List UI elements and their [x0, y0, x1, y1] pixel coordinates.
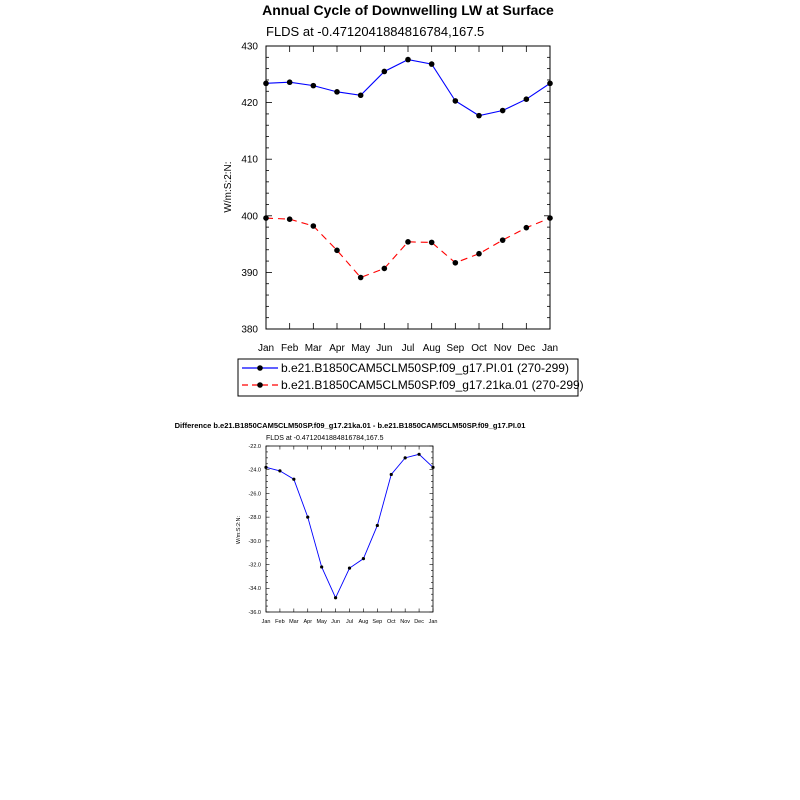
y-tick-label: -30.0: [248, 538, 261, 545]
legend-label-series-2: b.e21.B1850CAM5CLM50SP.f09_g17.21ka.01 (270-299): [281, 378, 584, 392]
y-tick-label: -24.0: [248, 467, 261, 474]
y-tick-label: -22.0: [248, 443, 261, 450]
series-line-2: [266, 218, 550, 277]
x-tick-label: Jun: [376, 343, 393, 354]
x-tick-label: May: [316, 619, 327, 625]
x-tick-label: Jan: [541, 343, 559, 354]
y-tick-label: 400: [241, 211, 258, 223]
series-line-1: [266, 60, 550, 116]
chart2-ylabel: W/m:S:2:N:: [236, 515, 242, 545]
series-2-point: [311, 223, 317, 229]
x-tick-label: Mar: [289, 619, 299, 625]
x-tick-label: Feb: [275, 619, 285, 625]
series-2-point: [334, 248, 340, 254]
legend-marker-series-1: [257, 365, 263, 371]
y-tick-label: -28.0: [248, 515, 261, 522]
series-1-point: [292, 478, 295, 481]
y-tick-label: 390: [241, 267, 258, 279]
series-2-point: [500, 237, 506, 243]
series-1-point: [287, 79, 293, 85]
series-1-point: [405, 57, 411, 63]
series-2-point: [476, 251, 482, 257]
x-tick-label: Feb: [281, 343, 299, 354]
series-1-point: [264, 466, 267, 469]
series-1-point: [334, 596, 337, 599]
x-tick-label: Jan: [261, 619, 271, 625]
x-tick-label: Jul: [401, 343, 415, 354]
y-tick-label: 430: [241, 41, 258, 53]
y-tick-label: 420: [241, 98, 258, 110]
series-1-point: [306, 516, 309, 519]
x-tick-label: Apr: [303, 619, 313, 625]
y-tick-label: 410: [241, 154, 258, 166]
series-2-point: [287, 216, 293, 222]
series-2-point: [358, 275, 364, 281]
series-1-point: [348, 567, 351, 570]
chart1-title: Annual Cycle of Downwelling LW at Surface: [262, 2, 554, 18]
x-tick-label: May: [351, 343, 371, 354]
x-tick-label: Oct: [471, 343, 487, 354]
series-1-point: [404, 456, 407, 459]
series-1-point: [476, 113, 482, 119]
legend-label-series-1: b.e21.B1850CAM5CLM50SP.f09_g17.PI.01 (270-299): [281, 361, 569, 375]
series-1-point: [429, 61, 435, 67]
x-tick-label: Apr: [329, 343, 345, 354]
y-tick-label: 380: [241, 324, 258, 336]
series-1-point: [376, 524, 379, 527]
series-1-point: [382, 69, 388, 75]
y-tick-label: -34.0: [248, 586, 261, 593]
y-tick-label: -32.0: [248, 562, 261, 569]
x-tick-label: Mar: [304, 343, 322, 354]
series-1-point: [547, 81, 553, 87]
x-tick-label: Aug: [358, 619, 369, 625]
series-1-point: [362, 557, 365, 560]
series-1-point: [320, 565, 323, 568]
x-tick-label: Jul: [345, 619, 354, 625]
x-tick-label: Oct: [386, 619, 396, 625]
series-1-point: [453, 98, 459, 104]
x-tick-label: Nov: [493, 343, 512, 354]
series-1-point: [278, 469, 281, 472]
plot-frame: [266, 46, 550, 329]
series-1-point: [500, 108, 506, 114]
series-1-point: [524, 96, 530, 102]
chart1-ylabel: W/m:S:2:N:: [223, 161, 234, 213]
series-line-1: [266, 454, 433, 597]
y-tick-label: -26.0: [248, 491, 261, 498]
series-1-point: [311, 83, 317, 89]
chart2-title: Difference b.e21.B1850CAM5CLM50SP.f09_g17.21ka.01 - b.e21.B1850CAM5CLM50SP.f09_g17.PI.01: [174, 421, 526, 430]
chart2-subtitle: FLDS at -0.4712041884816784,167.5: [266, 435, 384, 442]
series-2-point: [263, 215, 269, 221]
x-tick-label: Aug: [422, 343, 441, 354]
x-tick-label: Jun: [331, 619, 341, 625]
chart1-plot: [241, 42, 558, 355]
series-2-point: [382, 266, 388, 272]
plot-frame: [266, 446, 433, 612]
series-1-point: [431, 466, 434, 469]
series-2-point: [453, 260, 459, 266]
x-tick-label: Jan: [257, 343, 275, 354]
series-2-point: [547, 215, 553, 221]
x-tick-label: Nov: [400, 619, 411, 625]
series-2-point: [524, 225, 530, 231]
x-tick-label: Dec: [517, 343, 536, 354]
chart1-subtitle: FLDS at -0.47120418848167​84,167.5: [266, 24, 485, 39]
legend-marker-series-2: [257, 382, 263, 388]
series-1-point: [334, 89, 340, 95]
x-tick-label: Dec: [414, 619, 424, 625]
series-1-point: [390, 473, 393, 476]
x-tick-label: Sep: [372, 619, 383, 625]
x-tick-label: Sep: [446, 343, 465, 354]
chart2-plot: [248, 444, 437, 625]
series-2-point: [405, 239, 411, 245]
series-2-point: [429, 240, 435, 246]
chart1-legend: [238, 359, 584, 396]
series-1-point: [417, 453, 420, 456]
y-tick-label: -36.0: [248, 609, 261, 616]
x-tick-label: Jan: [428, 619, 438, 625]
series-1-point: [263, 81, 269, 87]
series-1-point: [358, 92, 364, 98]
